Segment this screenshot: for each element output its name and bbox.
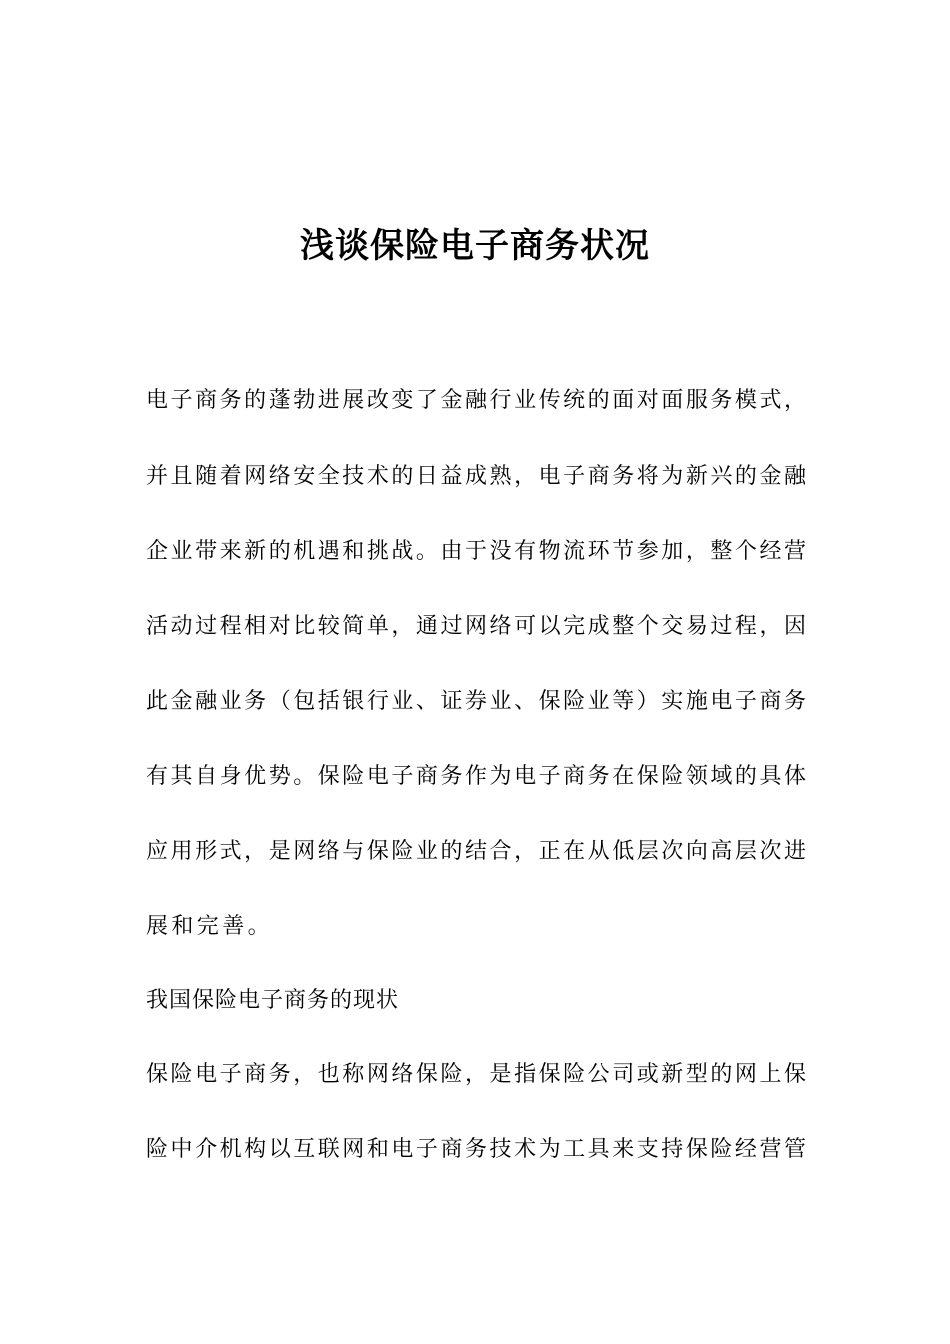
paragraph-line: 有其自身优势。保险电子商务作为电子商务在保险领域的具体 xyxy=(146,764,806,789)
document-title: 浅谈保险电子商务状况 xyxy=(300,226,650,266)
paragraph-line: 险中介机构以互联网和电子商务技术为工具来支持保险经营管 xyxy=(146,1137,806,1162)
paragraph-line: 展和完善。 xyxy=(146,914,274,939)
paragraph-line: 此金融业务（包括银行业、证券业、保险业等）实施电子商务 xyxy=(146,689,806,714)
section-heading: 我国保险电子商务的现状 xyxy=(146,988,400,1013)
paragraph-line: 保险电子商务，也称网络保险，是指保险公司或新型的网上保 xyxy=(146,1062,806,1087)
paragraph-line: 应用形式，是网络与保险业的结合，正在从低层次向高层次进 xyxy=(146,839,806,864)
paragraph-line: 并且随着网络安全技术的日益成熟，电子商务将为新兴的金融 xyxy=(146,464,806,489)
paragraph-line: 电子商务的蓬勃进展改变了金融行业传统的面对面服务模式， xyxy=(146,388,806,413)
paragraph-line: 活动过程相对比较简单，通过网络可以完成整个交易过程，因 xyxy=(146,614,806,639)
paragraph-line: 企业带来新的机遇和挑战。由于没有物流环节参加，整个经营 xyxy=(146,539,806,564)
